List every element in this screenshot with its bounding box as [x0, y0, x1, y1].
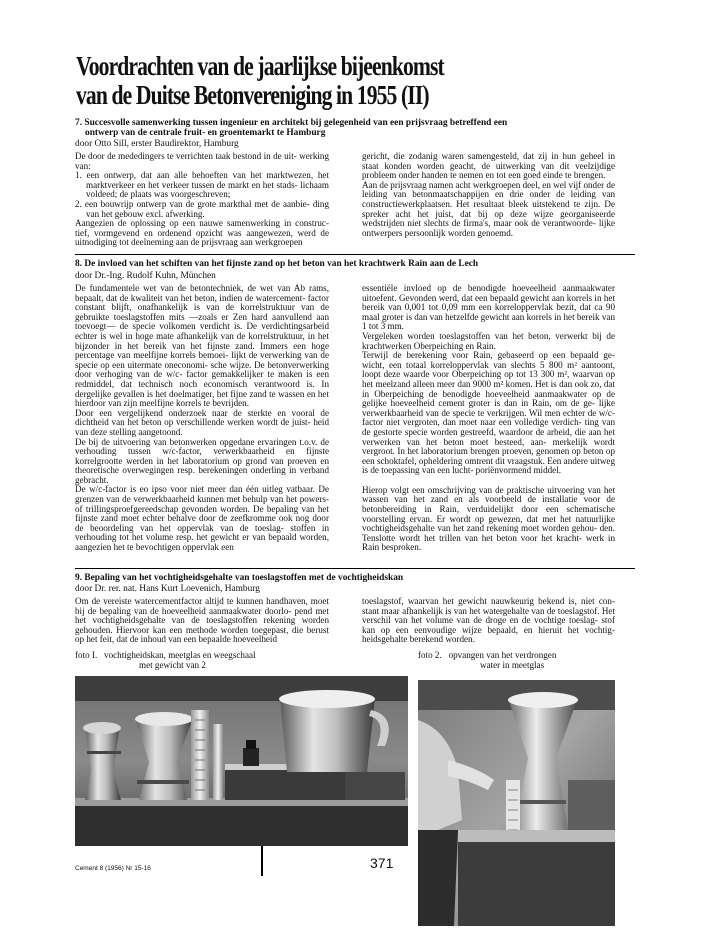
foto-1-photograph — [75, 676, 408, 846]
foto-2-image — [418, 680, 615, 926]
page-number: 371 — [370, 855, 394, 871]
paragraph: Vergeleken worden toeslagstoffen van het beton, verwerkt bij de krachtwerken Oberpeiching en Rain. — [362, 330, 615, 351]
paragraph: De w/c-factor is eo ipso voor niet meer dan één uitleg vatbaar. De grenzen van de verwerkbaarheid kunnen met behulp van het powers- of trillingsproefgereedschap gevonden worden. De bepaling van het fijnste zand moet echter behalve door de zeefkromme ook nog door de beoordeling van het oppervlak van de toeslag- stoffen in verhouding tot het volume resp. het gewicht er van bepaald worden, aangezien het te bevochtigen oppervlak een — [75, 484, 329, 553]
section-9-heading: 9. Bepaling van het vochtigheidsgehalte van toeslagstoffen met de vochtigheidskan — [75, 573, 404, 583]
foto-2-photograph — [418, 680, 615, 926]
paragraph: Aan de prijsvraag namen acht werkgroepen deel, en wel vijf onder de leiding van betonmaatschappijen en drie onder de leiding van constructiewerkplaatsen. Het resultaat bleek uitstekend te zijn. De spreker acht het juist, dat bij op deze wijze georganiseerde wedstrijden niet slechts de firma's, maar ook de verantwoorde- lijke ontwerpers persoonlijk worden genoemd. — [362, 179, 616, 238]
paragraph: Hierop volgt een omschrijving van de praktische uitvoering van het wassen van het zand en als voorbeeld de installatie voor de betonbereiding in Rain, verduidelijkt door een schematische voorstelling ervan. Er wordt op gewezen, dat met het natuurlijke vochtigheidsgehalte van het zand rekening moet worden gehou- den. Tenslotte wordt het trillen van het beton voor het kracht- werk in Rain besproken. — [362, 484, 615, 553]
paragraph: gericht, die zodanig waren samengesteld, dat zij in hun geheel in staat konden worden geacht, de uitwerking van dit veelzijdige probleem onder handen te nemen en tot een goed einde te brengen. — [362, 151, 615, 181]
paragraph: Terwijl de berekening voor Rain, gebaseerd op een bepaald ge- wicht, een totaal korreloppervlak van slechts 5 800 m² aantoont, loopt deze waarde voor Oberpeiching op tot 13 300 m², waarvan op het meelzand alleen meer dan 9000 m² komen. Het is dan ook zo, dat in Oberpeiching de benodigde hoeveelheid aanmaakwater op de gelijke hoeveelheid cement groter is dan in Rain, om de ge- lijke verwerkbaarheid van de specie te verkrijgen. Wil men echter de w/c-factor niet vergroten, dan moet naar een volledige verdich- ting van de gestorte specie worden gestreefd, waardoor de arbeid, die aan het verwerken van het beton moet besteed, aan- merkelijk wordt vergroot. In het laboratorium brengen proeven, genomen op beton op een schoktafel, opheldering omtrent dit vraagstuk. Een andere uitweg is de toepassing van een lucht- poriënvormend middel. — [362, 350, 615, 476]
paragraph: Om de vereiste watercementfactor altijd te kunnen handhaven, moet bij de bepaling van de hoeveelheid aanmaakwater doorlo- pend met het vochtigheidsgehalte van de toeslagstoffen rekening worden gehouden. Hiervoor kan een methode worden toegepast, die berust op het feit, dat de inhoud van een bepaalde hoeveelheid — [75, 596, 329, 645]
title-line-2: van de Duitse Betonvereniging in 1955 (II) — [76, 80, 429, 110]
paragraph: essentiële invloed op de benodigde hoeveelheid aanmaakwater uitoefent. Gevonden werd, dat een bepaald gewicht aan korrels in het bereik van 0,001 tot 0,09 mm een korreloppervlak bezit, dat ca 90 maal groter is dan van hetzelfde gewicht aan korrels in het bereik van 1 tot 3 mm. — [362, 283, 616, 332]
section-divider — [75, 254, 635, 255]
section-7-right-column — [362, 152, 615, 238]
journal-footer: Cement 8 (1956) Nr 15-16 — [75, 865, 151, 872]
section-8-left-column — [75, 284, 329, 553]
section-7-heading: 7. Succesvolle samenwerking tussen ingenieur en architekt bij gelegenheid van een prijsvraag betreffend een ontwerp van de centrale fruit- en groentemarkt te Hamburg — [75, 118, 508, 138]
article-title — [76, 52, 524, 110]
paragraph: De bij de uitvoering van betonwerken opgedane ervaringen t.o.v. de verhouding tussen w/c-factor, verwerkbaarheid en fijnste korrelgrootte werden in het laboratorium op grond van proeven en theoretische overwegingen resp. berekeningen onderling in verband gebracht. — [75, 436, 329, 485]
vertical-rule — [261, 846, 263, 876]
section-7-byline: door Otto Sill, erster Baudirektor, Hamburg — [75, 139, 239, 149]
section-7-left-column — [75, 152, 329, 248]
section-9-right-column — [362, 597, 615, 645]
paragraph: Aangezien de oplossing op een nauwe samenwerking in construc- tief, vormgevend en ordenend opzicht was aangewezen, werd de uitnodiging tot deelneming aan de prijsvraag aan werkgroepen — [75, 218, 329, 248]
foto-1-caption: foto I. vochtigheidskan, meetglas en weegschaal met gewicht van 2 — [75, 650, 256, 670]
section-8-right-column — [362, 284, 615, 553]
section-divider — [75, 568, 635, 569]
list-item: 1. een ontwerp, dat aan alle behoeften van het marktwezen, het marktverkeer en het verkeer tussen de markt en het stads- lichaam voldeed; de plaats was voorgeschreven; — [75, 170, 329, 200]
paragraph: De fundamentele wet van de betontechniek, de wet van Ab rams, bepaalt, dat de kwaliteit van het beton, indien de watercement- factor constant blijft, onafhankelijk is van de korrelstruktuur van de gebruikte toeslagstoffen mits —zoals er Zen hard aanvullend aan toevoegt— de specie volkomen verdicht is. De verdichtingsarbeid echter is wel in hoge mate afhankelijk van de korrelstruktuur, in het bijzonder in het bereik van het fijnste zand. Immers een hoge percentage van meelfijne korrels bemoei- lijkt de verwerking van de specie op een uitermate oneconomi- sche wijze. De betonverwerking door verhoging van de w/c- factor gemakkelijker te maken is een redmiddel, dat technisch noch economisch verantwoord is. In dergelijke gevallen is het doelmatiger, het fijne zand te wassen en het hierdoor van zijn meelfijne korrels te bevrijden. — [75, 283, 329, 409]
paragraph: De door de mededingers te verrichten taak bestond in de uit- werking van: — [75, 151, 329, 171]
title-line-1: Voordrachten van de jaarlijkse bijeenkomst — [76, 51, 444, 81]
section-8-byline: door Dr.-Ing. Rudolf Kuhn, München — [75, 271, 216, 281]
paragraph: Door een vergelijkend onderzoek naar de sterkte en vooral de dichtheid van het beton op verschillende werken wordt de juist- heid van deze stelling aangetoond. — [75, 407, 329, 437]
foto-1-image — [75, 676, 408, 846]
foto-2-caption: foto 2. opvangen van het verdrongen water in meetglas — [418, 650, 557, 670]
paragraph: toeslagstof, waarvan het gewicht nauwkeurig bekend is, niet con- stant maar afhankelijk is van het watergehalte van de toeslagstof. Het verschil van het volume van de droge en de vochtige toeslag- stof kan op een eenvoudige wijze bepaald, en hieruit het vochtig- heidsgehalte berekend worden. — [362, 596, 615, 645]
list-item: 2. een bouwrijp ontwerp van de grote markthal met de aanbie- ding van het gebouw excl. afwerking. — [75, 198, 329, 219]
section-9-left-column — [75, 597, 329, 645]
section-8-heading: 8. De invloed van het schiften van het fijnste zand op het beton van het krachtwerk Rain aan de Lech — [75, 259, 479, 269]
section-9-byline: door Dr. rer. nat. Hans Kurt Loevenich, Hamburg — [75, 584, 260, 594]
